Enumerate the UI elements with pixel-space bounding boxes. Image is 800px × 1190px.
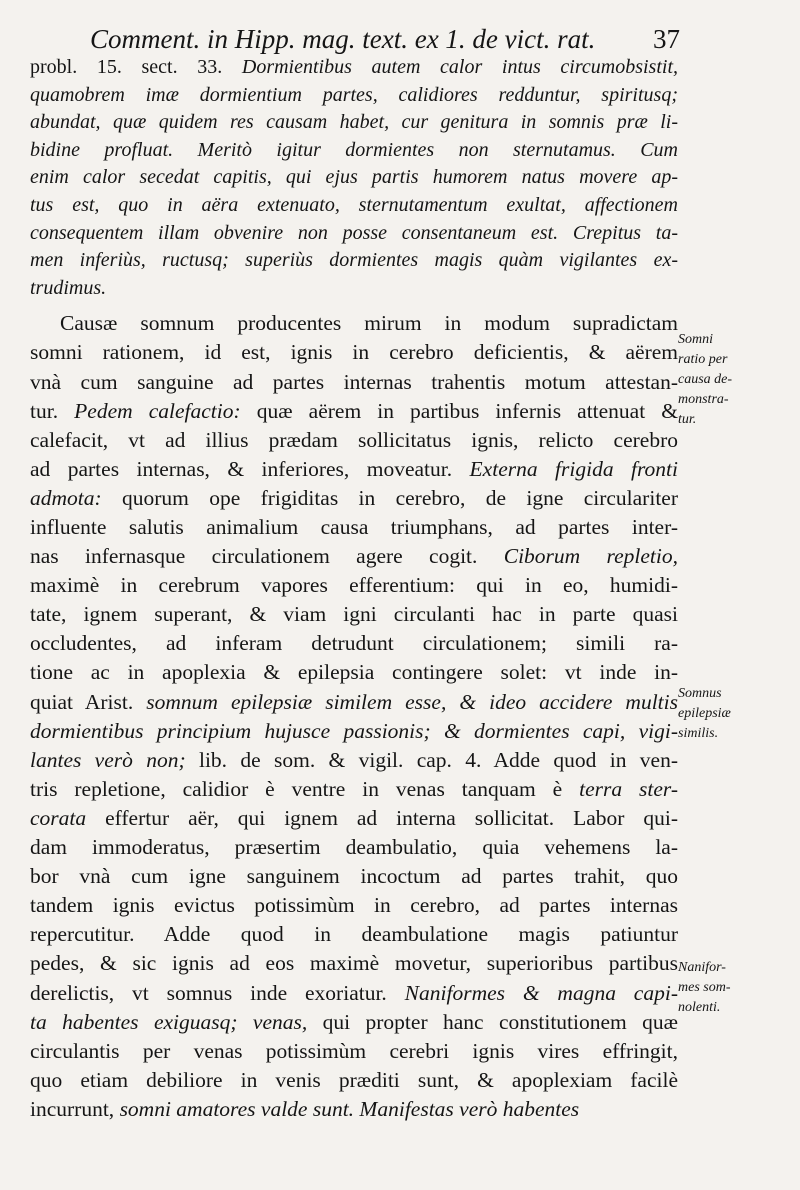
text-line [30, 1037, 678, 1066]
italic-segment: abundat, quæ quidem res causam habet, cur genitura in somnis præ li- [30, 111, 678, 134]
roman-segment: tur. [30, 398, 75, 423]
text-line [30, 54, 678, 82]
text-line [30, 542, 678, 571]
roman-segment: quæ aërem in partibus infernis attenuat & [240, 398, 678, 423]
marginal-note-line: ratio per [678, 352, 728, 367]
running-title: Comment. in Hipp. mag. text. ex 1. de vict. rat. [90, 24, 596, 54]
italic-segment: Dormientibus autem calor intus circumobsistit, [241, 56, 678, 78]
text-line [30, 979, 678, 1008]
running-header [90, 22, 680, 56]
roman-segment: tate, ignem superant, & viam igni circulanti hac in parte quasi [30, 602, 678, 627]
roman-segment: tione ac in apoplexia & epilepsia contingere solet: vt inde in- [30, 660, 678, 685]
italic-segment: men inferiùs, ructusq; superiùs dormientes magis quàm vigilantes ex- [30, 249, 678, 272]
text-line [30, 368, 678, 397]
italic-segment: lantes verò non; [30, 747, 186, 772]
marginal-note-line: Somnus [678, 686, 722, 701]
italic-segment: bidine profluat. Meritò igitur dormientes non sternutamus. Cum [30, 138, 678, 161]
italic-segment: somni amatores valde sunt. Manifestas verò habentes [119, 1096, 580, 1121]
roman-segment: effertur aër, qui ignem ad interna sollicitat. Labor qui- [86, 805, 678, 830]
marginal-note-line: mes som- [678, 980, 731, 995]
roman-segment: ad partes internas, & inferiores, moveatur. [30, 456, 470, 481]
text-line [30, 426, 678, 455]
text-line [30, 1095, 678, 1124]
roman-segment: probl. 15. sect. 33. [30, 56, 242, 78]
marginal-note-line: similis. [678, 726, 719, 741]
italic-segment: terra ster- [579, 776, 678, 801]
marginal-note-1 [678, 330, 790, 430]
roman-segment: dam immoderatus, præsertim deambulatio, quia vehemens la- [30, 835, 678, 860]
italic-segment: Naniformes & magna capi- [404, 980, 678, 1005]
italic-segment: tus est, quo in aëra extenuato, sternutamentum exultat, affectionem [30, 193, 678, 216]
text-line [30, 862, 678, 891]
marginal-note-line: monstra- [678, 392, 729, 407]
text-line [30, 309, 678, 338]
text-line [30, 920, 678, 949]
text-line [30, 275, 678, 303]
italic-segment: Externa frigida fronti [469, 456, 678, 481]
marginal-note-line: tur. [678, 412, 697, 427]
text-line [30, 109, 678, 137]
text-line [30, 513, 678, 542]
text-line [30, 1008, 678, 1037]
italic-quotation-block [30, 54, 678, 302]
italic-segment: Ciborum repletio, [503, 544, 678, 569]
roman-segment: maximè in cerebrum vapores efferentium: qui in eo, humidi- [30, 573, 678, 598]
italic-segment: quamobrem imæ dormientium partes, calidiores redduntur, spiritusq; [30, 83, 678, 106]
text-line [30, 571, 678, 600]
italic-segment: trudimus. [30, 276, 107, 299]
italic-segment: Pedem calefactio: [74, 398, 241, 423]
roman-segment: qui propter hanc constitutionem quæ [307, 1009, 678, 1034]
roman-segment: pedes, & sic ignis ad eos maximè movetur, superioribus partibus [30, 951, 678, 976]
roman-segment: derelictis, vt somnus inde exoriatur. [30, 980, 405, 1005]
text-line [30, 455, 678, 484]
italic-segment: ta habentes exiguasq; venas, [30, 1009, 308, 1034]
text-line [30, 192, 678, 220]
roman-segment: bor vnà cum igne sanguinem incoctum ad partes trahit, quo [30, 864, 678, 889]
text-line [30, 137, 678, 165]
roman-segment: nas infernasque circulationem agere cogit. [30, 544, 504, 569]
text-line [30, 82, 678, 110]
italic-segment: somnum epilepsiæ similem esse, & ideo accidere multis [146, 689, 678, 714]
marginal-note-line: Somni [678, 332, 713, 347]
roman-segment: vnà cum sanguine ad partes internas trahentis motum attestan- [30, 369, 678, 394]
text-line [30, 600, 678, 629]
page-number: 37 [653, 24, 680, 54]
roman-segment: repercutitur. Adde quod in deambulatione magis patiuntur [30, 922, 678, 947]
italic-segment: dormientibus principium hujusce passionis; & dormientes capi, vigi- [30, 718, 678, 743]
roman-segment: incurrunt, [30, 1096, 120, 1121]
roman-segment: Causæ somnum producentes mirum in modum supradictam [60, 311, 678, 336]
roman-segment: influente salutis animalium causa triumphans, ad partes inter- [30, 515, 678, 539]
roman-segment: lib. de som. & vigil. cap. 4. Adde quod in ven- [185, 747, 678, 772]
italic-segment: admota: [30, 485, 102, 510]
text-line [30, 247, 678, 275]
text-line [30, 1066, 678, 1095]
text-line [30, 949, 678, 978]
text-line [30, 804, 678, 833]
roman-segment: quo etiam debiliore in venis præditi sunt, & apoplexiam facilè [30, 1067, 678, 1092]
italic-segment: enim calor secedat capitis, qui ejus partis humorem natus movere ap- [30, 166, 678, 189]
marginal-note-2 [678, 684, 790, 744]
text-line [30, 775, 678, 804]
text-line [30, 688, 678, 717]
text-line [30, 891, 678, 920]
text-line [30, 746, 678, 775]
main-text [30, 54, 678, 1124]
text-line [30, 164, 678, 192]
marginal-note-line: nolenti. [678, 1000, 721, 1015]
text-line [30, 717, 678, 746]
text-line [30, 629, 678, 658]
text-line [30, 484, 678, 513]
roman-segment: quiat Arist. [30, 689, 147, 714]
roman-segment: occludentes, ad inferam detrudunt circulationem; simili ra- [30, 631, 678, 656]
text-line [30, 833, 678, 862]
text-line [30, 397, 678, 426]
text-line [30, 338, 678, 367]
text-line [30, 220, 678, 248]
marginal-note-line: epilepsiæ [678, 706, 731, 721]
marginal-note-line: causa de- [678, 372, 733, 387]
roman-paragraph [30, 309, 678, 1124]
roman-segment: quorum ope frigiditas in cerebro, de igne circulariter [101, 485, 678, 510]
roman-segment: somni rationem, id est, ignis in cerebro deficientis, & aërem [30, 340, 678, 365]
roman-segment: calefacit, vt ad illius prædam sollicitatus ignis, relicto cerebro [30, 427, 678, 452]
italic-segment: corata [30, 805, 87, 830]
roman-segment: tandem ignis evictus potissimùm in cerebro, ad partes internas [30, 893, 678, 918]
italic-segment: consequentem illam obvenire non posse consentaneum est. Crepitus ta- [30, 221, 678, 244]
marginal-note-3 [678, 958, 790, 1018]
marginal-note-line: Nanifor- [678, 960, 726, 975]
roman-segment: circulantis per venas potissimùm cerebri ignis vires effringit, [30, 1038, 678, 1063]
roman-segment: tris repletione, calidior è ventre in venas tanquam è [30, 776, 580, 801]
text-line [30, 658, 678, 687]
